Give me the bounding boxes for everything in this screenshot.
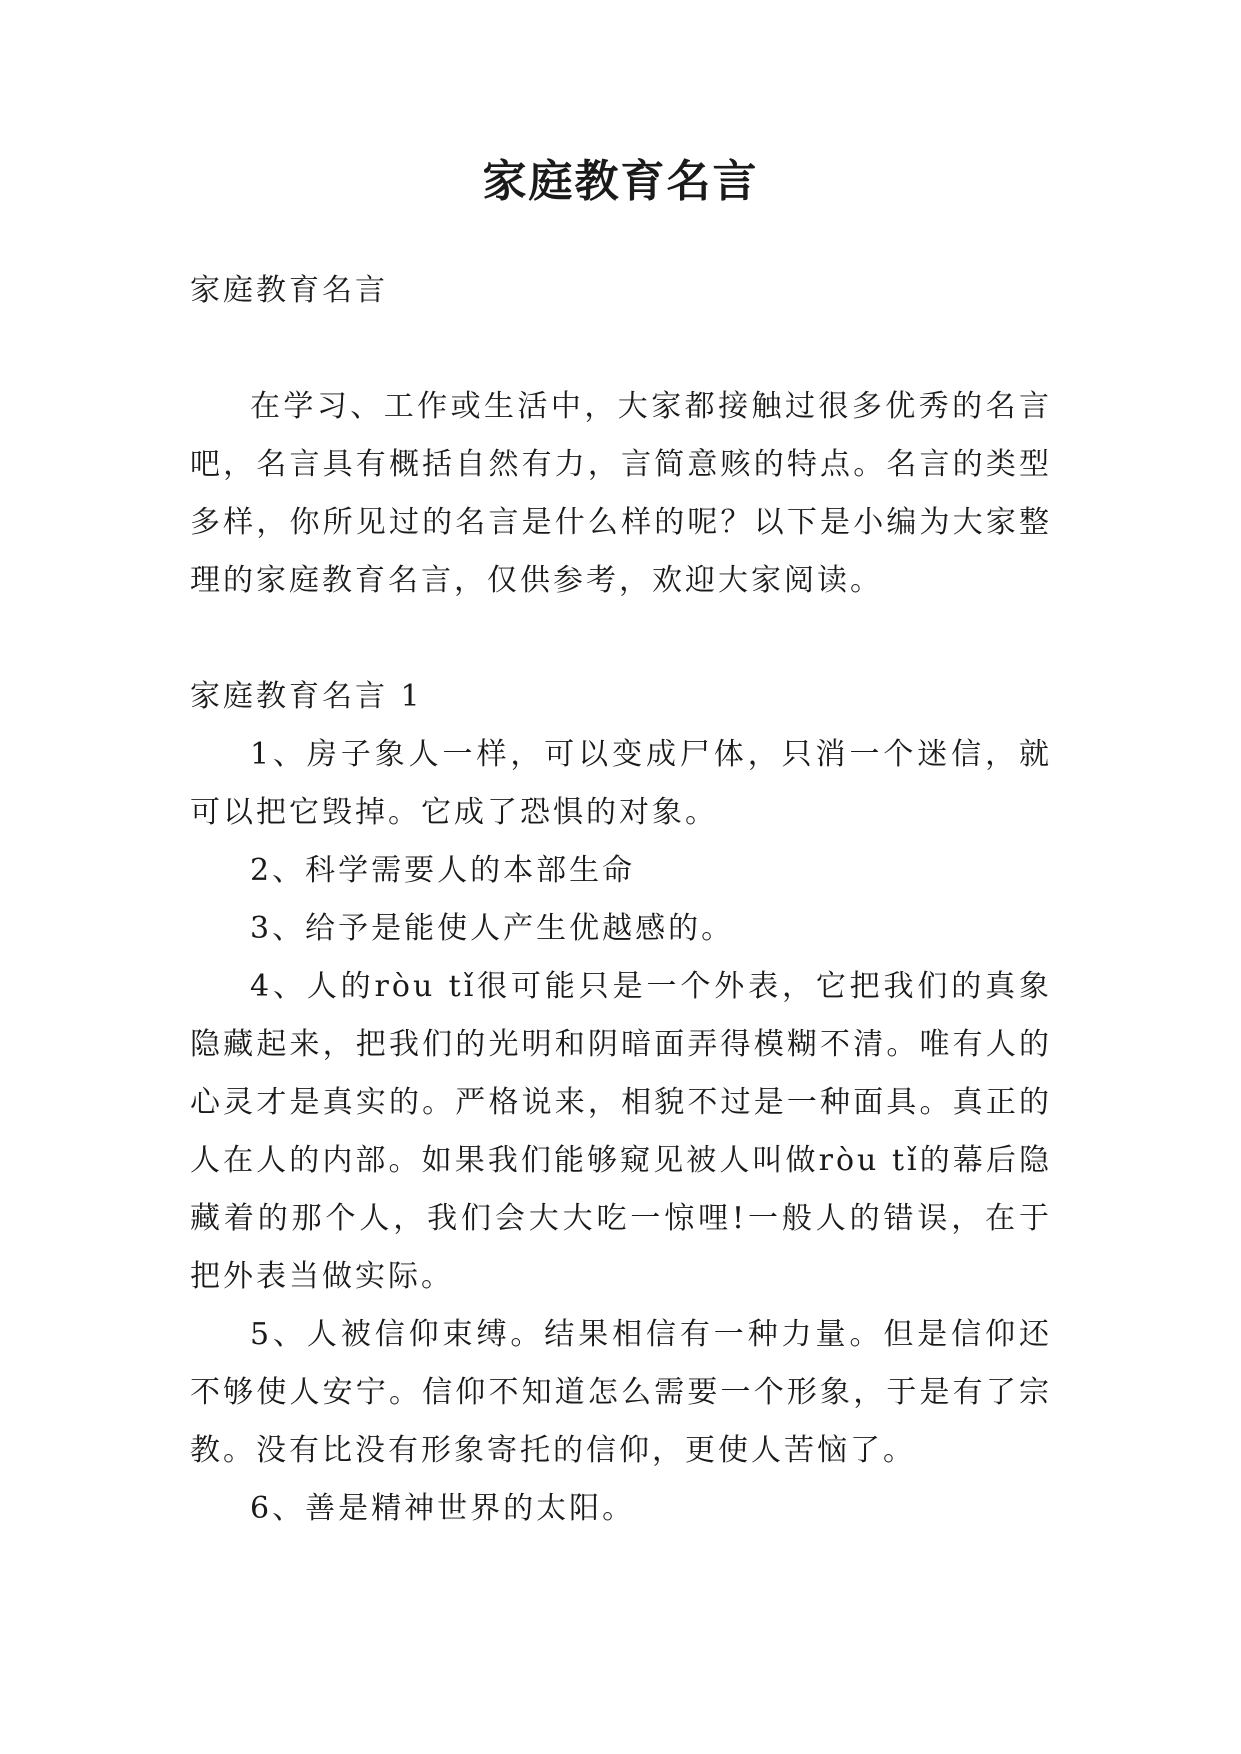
quote-item: 1、房子象人一样，可以变成尸体，只消一个迷信，就可以把它毁掉。它成了恐惧的对象。 [190,737,1052,830]
document-subtitle: 家庭教育名言 [190,273,388,308]
document-body [190,262,1052,1538]
quote-item: 3、给予是能使人产生优越感的。 [250,911,735,946]
intro-paragraph: 在学习、工作或生活中，大家都接触过很多优秀的名言吧，名言具有概括自然有力，言简意赅的特点。名言的类型多样，你所见过的名言是什么样的呢？以下是小编为大家整理的家庭教育名言，仅供参考，欢迎大家阅读。 [190,389,1052,598]
quote-item: 5、人被信仰束缚。结果相信有一种力量。但是信仰还不够使人安宁。信仰不知道怎么需要一个形象，于是有了宗教。没有比没有形象寄托的信仰，更使人苦恼了。 [190,1317,1052,1468]
section-title: 家庭教育名言 1 [190,679,423,714]
quote-item: 4、人的ròu tǐ很可能只是一个外表，它把我们的真象隐藏起来，把我们的光明和阴暗面弄得模糊不清。唯有人的心灵才是真实的。严格说来，相貌不过是一种面具。真正的人在人的内部。如果我们能够窥见被人叫做ròu tǐ的幕后隐藏着的那个人，我们会大大吃一惊哩!一般人的错误，在于把外表当做实际。 [190,969,1052,1294]
quote-item: 2、科学需要人的本部生命 [250,853,636,888]
document-title: 家庭教育名言 [482,156,759,207]
quote-item: 6、善是精神世界的太阳。 [250,1491,636,1526]
